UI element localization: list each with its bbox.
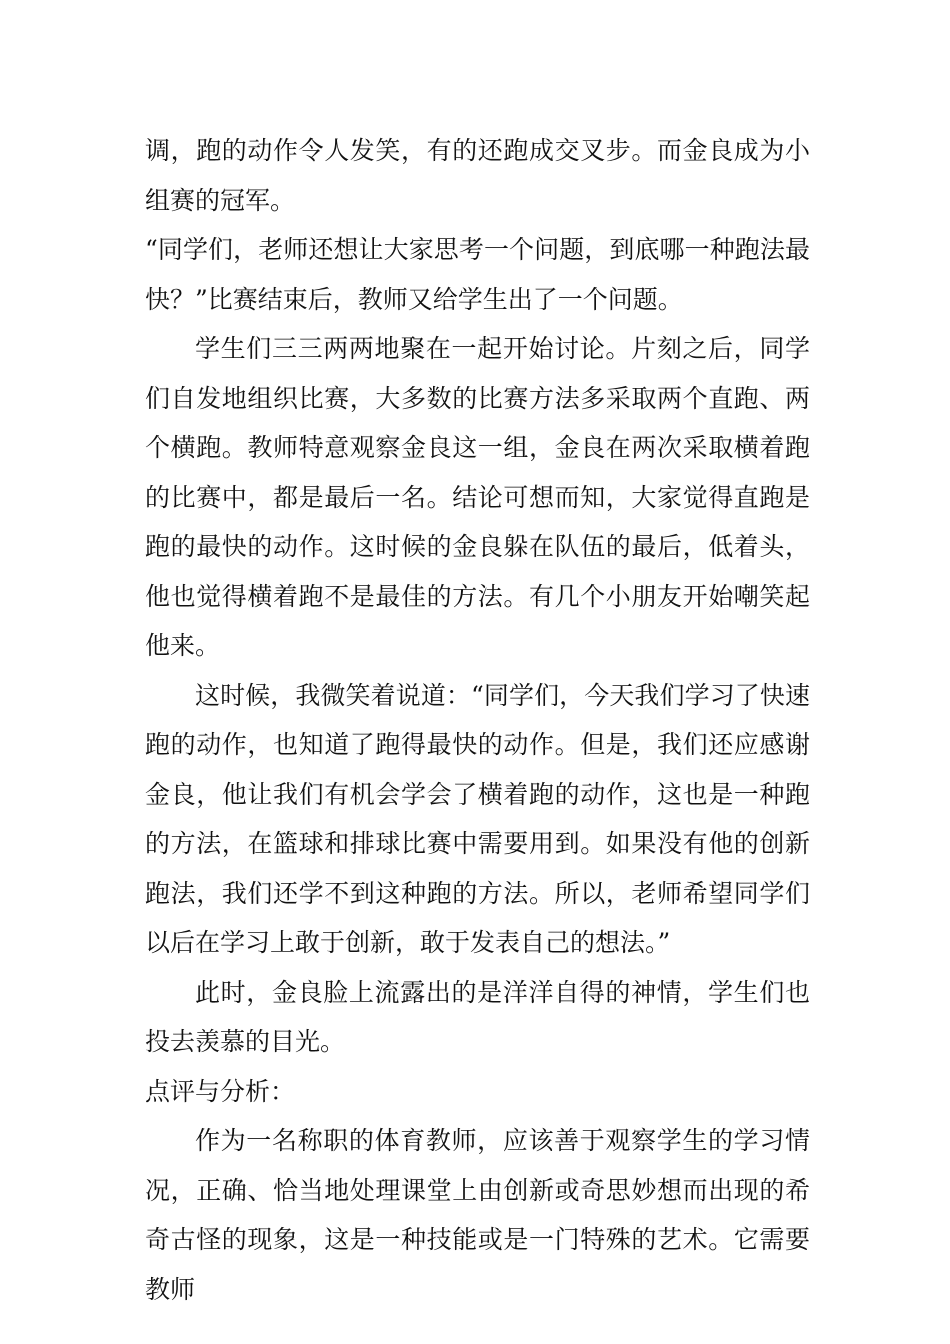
paragraph-1: 调，跑的动作令人发笑，有的还跑成交叉步。而金良成为小组赛的冠军。 [145, 136, 810, 215]
section-heading-review: 点评与分析： [145, 1076, 296, 1106]
document-body [145, 126, 810, 1314]
paragraph-2: “同学们，老师还想让大家思考一个问题，到底哪一种跑法最快？”比赛结束后，教师又给学生出了一个问题。 [145, 235, 810, 314]
paragraph-7: 作为一名称职的体育教师，应该善于观察学生的学习情况，正确、恰当地处理课堂上由创新或奇思妙想而出现的希奇古怪的现象，这是一种技能或是一门特殊的艺术。它需要教师 [145, 1126, 810, 1304]
paragraph-5: 此时，金良脸上流露出的是洋洋自得的神情，学生们也投去羡慕的目光。 [145, 977, 810, 1056]
paragraph-3: 学生们三三两两地聚在一起开始讨论。片刻之后，同学们自发地组织比赛，大多数的比赛方法多采取两个直跑、两个横跑。教师特意观察金良这一组，金良在两次采取横着跑的比赛中，都是最后一名。结论可想而知，大家觉得直跑是跑的最快的动作。这时候的金良躲在队伍的最后，低着头，他也觉得横着跑不是最佳的方法。有几个小朋友开始嘲笑起他来。 [145, 334, 810, 660]
paragraph-4: 这时候，我微笑着说道：“同学们，今天我们学习了快速跑的动作，也知道了跑得最快的动作。但是，我们还应感谢金良，他让我们有机会学会了横着跑的动作，这也是一种跑的方法，在篮球和排球比赛中需要用到。如果没有他的创新跑法，我们还学不到这种跑的方法。所以，老师希望同学们以后在学习上敢于创新，敢于发表自己的想法。” [145, 680, 810, 957]
